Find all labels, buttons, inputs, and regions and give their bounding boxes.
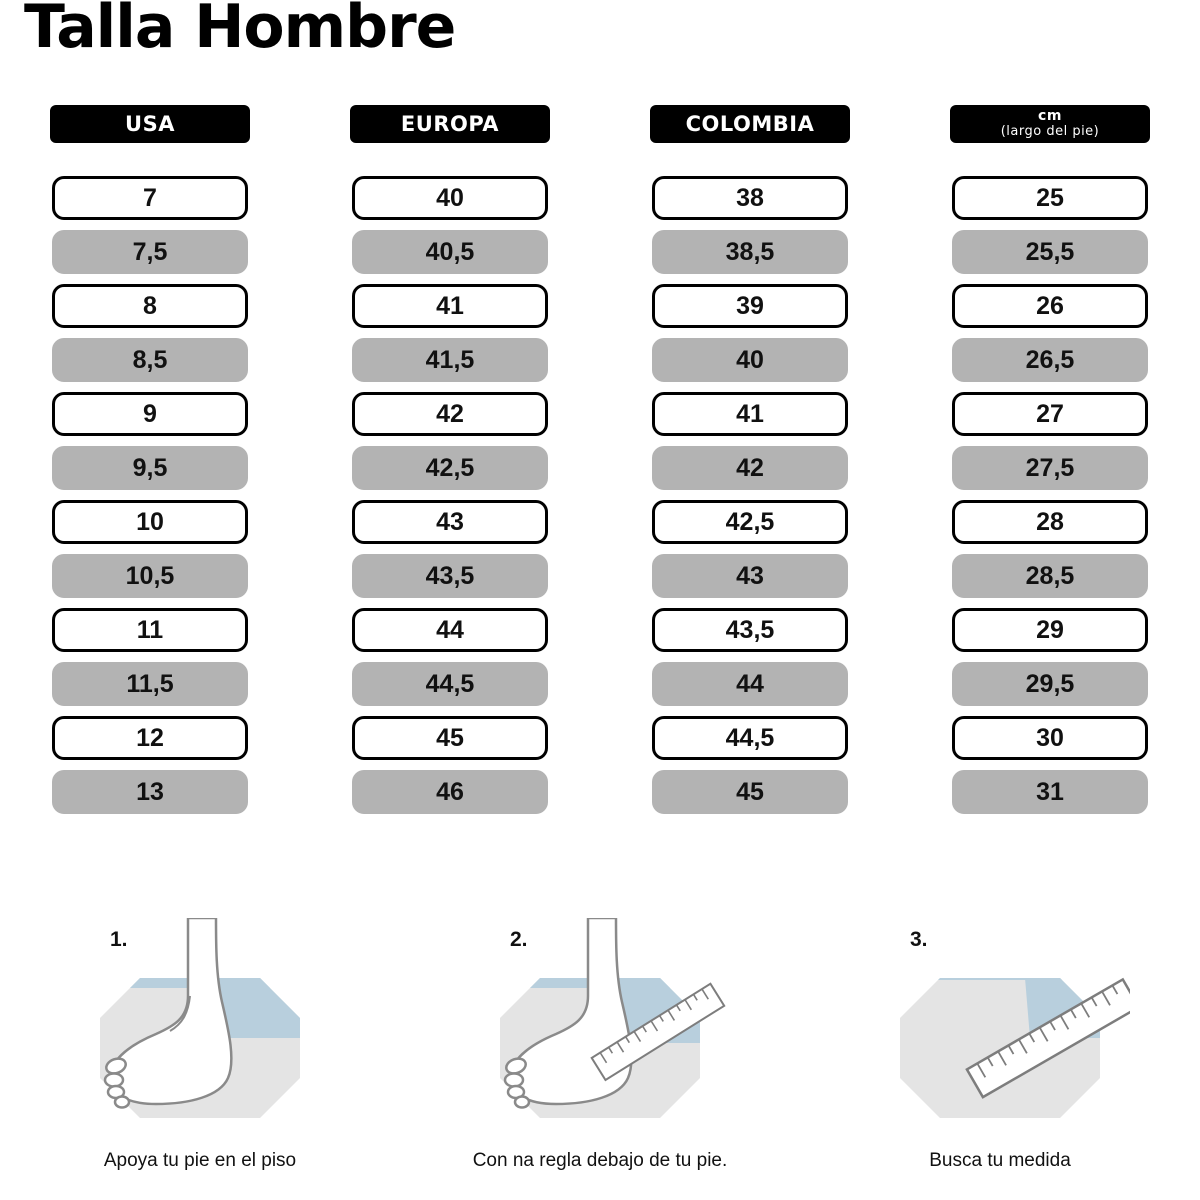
table-cell: 28 <box>952 500 1148 544</box>
step-caption: Busca tu medida <box>929 1150 1071 1171</box>
table-cell: 27,5 <box>952 446 1148 490</box>
table-cell: 45 <box>652 770 848 814</box>
table-cell: 46 <box>352 770 548 814</box>
table-cell: 43 <box>652 554 848 598</box>
table-cell: 29 <box>952 608 1148 652</box>
table-cell: 12 <box>52 716 248 760</box>
column-header-cm-sub: (largo del pie) <box>1000 123 1100 139</box>
column-cells-europa <box>352 176 548 824</box>
table-cell: 25 <box>952 176 1148 220</box>
table-cell: 31 <box>952 770 1148 814</box>
table-cell: 13 <box>52 770 248 814</box>
table-cell: 43,5 <box>652 608 848 652</box>
table-cell: 30 <box>952 716 1148 760</box>
column-colombia <box>600 105 900 824</box>
step-caption: Con na regla debajo de tu pie. <box>472 1150 728 1171</box>
column-cm <box>900 105 1200 824</box>
column-header-usa: USA <box>50 105 250 143</box>
table-cell: 27 <box>952 392 1148 436</box>
column-header-europa: EUROPA <box>350 105 550 143</box>
table-cell: 43 <box>352 500 548 544</box>
table-cell: 7 <box>52 176 248 220</box>
table-cell: 39 <box>652 284 848 328</box>
measure-steps <box>0 900 1200 1173</box>
column-cells-cm <box>952 176 1148 824</box>
step-number: 3. <box>910 928 928 951</box>
table-cell: 45 <box>352 716 548 760</box>
step-3 <box>800 900 1200 1173</box>
ruler-measure-icon <box>870 918 1130 1143</box>
table-cell: 40,5 <box>352 230 548 274</box>
step-number: 1. <box>110 928 128 951</box>
step-number: 2. <box>510 928 528 951</box>
step-1 <box>0 900 400 1173</box>
table-cell: 42 <box>352 392 548 436</box>
step-2 <box>400 900 800 1173</box>
table-cell: 29,5 <box>952 662 1148 706</box>
table-cell: 7,5 <box>52 230 248 274</box>
table-cell: 11 <box>52 608 248 652</box>
step-caption: Apoya tu pie en el piso <box>103 1150 297 1171</box>
table-cell: 26 <box>952 284 1148 328</box>
table-cell: 44,5 <box>352 662 548 706</box>
table-cell: 41,5 <box>352 338 548 382</box>
column-cells-colombia <box>652 176 848 824</box>
table-cell: 8 <box>52 284 248 328</box>
table-cell: 8,5 <box>52 338 248 382</box>
column-usa <box>0 105 300 824</box>
table-cell: 10,5 <box>52 554 248 598</box>
table-cell: 26,5 <box>952 338 1148 382</box>
table-cell: 41 <box>652 392 848 436</box>
page-title: Talla Hombre <box>24 0 456 62</box>
foot-on-floor-icon <box>70 918 330 1143</box>
table-cell: 44 <box>652 662 848 706</box>
table-cell: 43,5 <box>352 554 548 598</box>
table-cell: 41 <box>352 284 548 328</box>
foot-with-ruler-icon <box>470 918 730 1143</box>
size-table <box>0 105 1200 824</box>
table-cell: 44 <box>352 608 548 652</box>
table-cell: 25,5 <box>952 230 1148 274</box>
column-header-colombia: COLOMBIA <box>650 105 850 143</box>
column-europa <box>300 105 600 824</box>
table-cell: 40 <box>352 176 548 220</box>
table-cell: 44,5 <box>652 716 848 760</box>
table-cell: 28,5 <box>952 554 1148 598</box>
table-cell: 42,5 <box>652 500 848 544</box>
column-header-cm <box>950 105 1150 143</box>
table-cell: 38 <box>652 176 848 220</box>
table-cell: 40 <box>652 338 848 382</box>
table-cell: 42 <box>652 446 848 490</box>
table-cell: 9 <box>52 392 248 436</box>
table-cell: 42,5 <box>352 446 548 490</box>
column-cells-usa <box>52 176 248 824</box>
table-cell: 9,5 <box>52 446 248 490</box>
table-cell: 10 <box>52 500 248 544</box>
table-cell: 11,5 <box>52 662 248 706</box>
table-cell: 38,5 <box>652 230 848 274</box>
column-header-cm-main: cm <box>1038 108 1062 125</box>
